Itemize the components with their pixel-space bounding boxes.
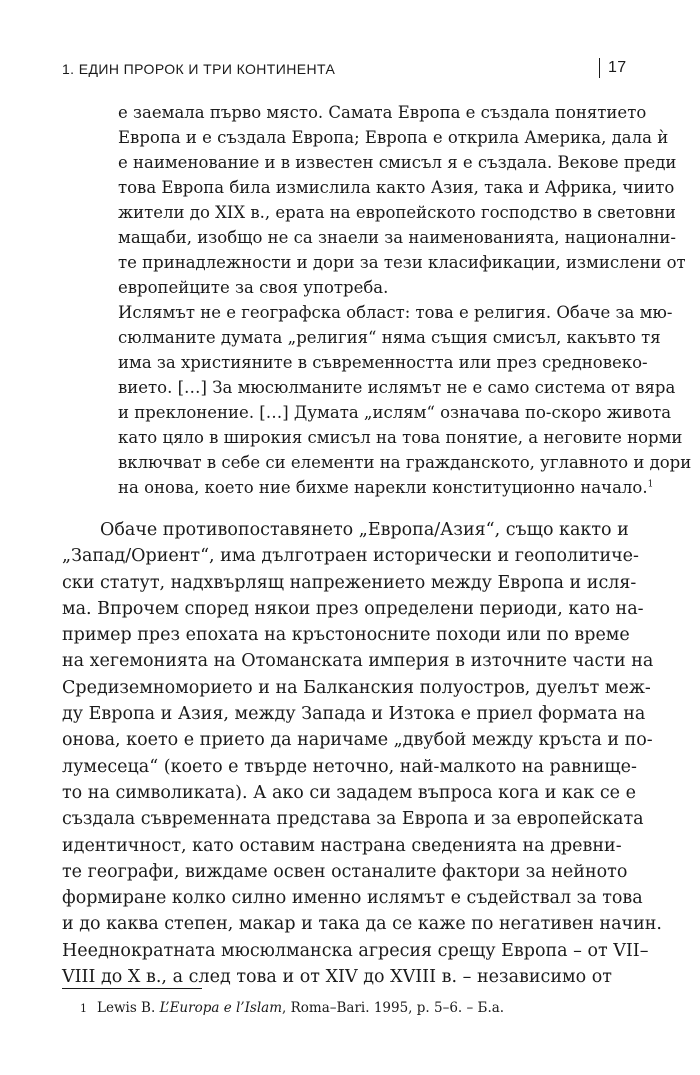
quote-line: мащаби, изобщо не са знаели за наименованията, национални- (118, 228, 676, 247)
body-line: лумесеца“ (което е твърде неточно, най-малкото на равнище- (62, 756, 637, 777)
body-line: те географи, виждаме освен останалите фактори за нейното (62, 861, 628, 882)
body-line: Нееднократната мюсюлманска агресия срещу Европа – от VII– (62, 940, 649, 961)
quote-line: има за християните в съвременността или през средновеко- (118, 353, 648, 372)
body-line: ски статут, надхвърлящ напрежението между Европа и исля- (62, 572, 637, 593)
footnote-details: , Roma–Bari. 1995, p. 5–6. – Б.а. (282, 1000, 505, 1016)
quote-line: включват в себе си елементи на гражданското, углавното и дори (118, 453, 692, 472)
quote-line: като цяло в широкия смисъл на това понятие, а неговите норми (118, 428, 683, 447)
body-line: създала съвременната представа за Европа и за европейската (62, 809, 644, 830)
body-line: онова, което е прието да наричаме „двубой между кръста и по- (62, 730, 653, 751)
quote-line: и преклонение. […] Думата „ислям“ означава по-скоро живота (118, 403, 672, 422)
quote-line: жители до XIX в., ерата на европейското господство в световни (118, 203, 676, 222)
body-paragraph (62, 517, 662, 990)
body-line: Обаче противопоставянето „Европа/Азия“, също както и (100, 520, 629, 540)
body-line: пример през епохата на кръстоносните походи или по време (62, 625, 630, 646)
page-number: 17 (608, 59, 627, 76)
quote-last-line-text: на онова, което ние бихме нарекли конституционно начало. (118, 478, 648, 497)
footnote (80, 1000, 504, 1016)
footnote-number: 1 (80, 1002, 87, 1015)
footnote-book-title: L’Europa e l’Islam (159, 1000, 283, 1016)
quote-line: това Европа била измислила както Азия, така и Африка, чиито (118, 178, 675, 197)
footnote-divider (62, 988, 202, 989)
body-line: „Запад/Ориент“, има дълготраен исторически и геополитиче- (62, 546, 639, 567)
header-divider (599, 58, 600, 78)
body-line: формиране колко силно именно ислямът е съдействал за това (62, 888, 643, 909)
quote-line (118, 475, 654, 500)
body-line: на хегемонията на Отоманската империя в източните части на (62, 651, 654, 672)
body-line: то на символиката). А ако си зададем въпроса кога и как се е (62, 782, 636, 803)
footnote-author: Lewis B. (97, 1000, 156, 1016)
quote-line: Европа и е създала Европа; Европа е открила Америка, дала ѝ (118, 128, 669, 147)
chapter-title: 1. ЕДИН ПРОРОК И ТРИ КОНТИНЕНТА (62, 61, 336, 77)
running-header (62, 58, 638, 82)
body-line: ду Европа и Азия, между Запада и Изтока е приел формата на (62, 704, 646, 725)
footnote-reference[interactable]: 1 (647, 479, 654, 490)
quote-line: е наименование и в известен смисъл я е създала. Векове преди (118, 153, 677, 172)
block-quote (118, 100, 692, 500)
quote-line: сюлманите думата „религия“ няма същия смисъл, какъвто тя (118, 328, 661, 347)
quote-line: вието. […] За мюсюлманите ислямът не е само система от вяра (118, 378, 676, 397)
body-line: и до каква степен, макар и така да се каже по негативен начин. (62, 914, 662, 935)
body-line: VIII до X в., а след това и от XIV до XVIII в. – независимо от (62, 967, 612, 988)
quote-line: те принадлежности и дори за тези класификации, измислени от (118, 253, 686, 272)
body-line: идентичност, като оставим настрана сведенията на древни- (62, 835, 622, 856)
body-line: ма. Впрочем според някои през определени периоди, като на- (62, 598, 644, 619)
quote-line: Ислямът не е географска област: това е религия. Обаче за мю- (118, 303, 673, 322)
body-line: Средиземноморието и на Балканския полуостров, дуелът меж- (62, 677, 651, 698)
quote-line: е заемала първо място. Самата Европа е създала понятието (118, 103, 647, 122)
quote-line: европейците за своя употреба. (118, 278, 389, 297)
